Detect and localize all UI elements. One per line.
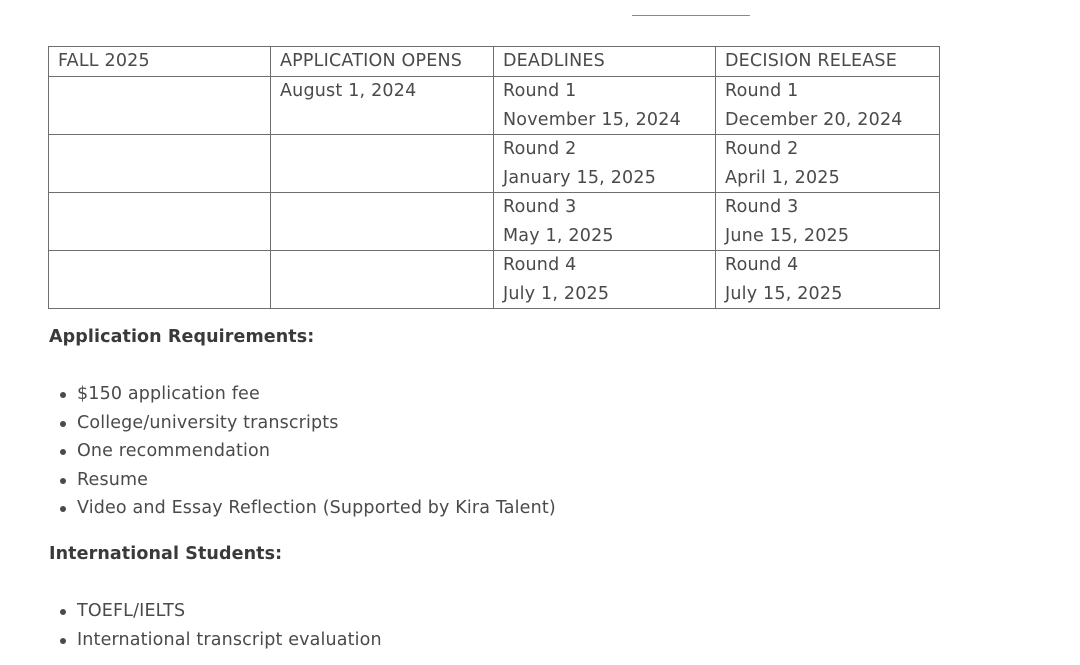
decision-date: December 20, 2024 (725, 109, 903, 130)
deadline-round: Round 3 (503, 197, 577, 217)
bullet-icon (60, 638, 66, 644)
deadline-date: November 15, 2024 (503, 109, 681, 130)
decision-cell (716, 251, 940, 309)
deadline-round: Round 1 (503, 81, 577, 101)
international-heading: International Students: (49, 544, 283, 564)
list-item (49, 494, 556, 523)
opens-cell (271, 77, 494, 135)
decision-date: July 15, 2025 (725, 283, 843, 304)
top-divider (632, 15, 750, 16)
decision-date: June 15, 2025 (725, 225, 850, 246)
decision-round: Round 1 (725, 81, 799, 101)
table-header-row (49, 47, 940, 77)
term-cell (49, 77, 271, 135)
deadline-cell (494, 135, 716, 193)
table-row (49, 251, 940, 309)
opens-cell (271, 251, 494, 309)
list-item-text: Resume (77, 469, 149, 490)
bullet-icon (60, 609, 66, 615)
list-item (49, 380, 556, 409)
list-item (49, 626, 382, 655)
deadline-date: July 1, 2025 (503, 283, 610, 304)
term-cell (49, 193, 271, 251)
admissions-schedule-table (48, 46, 940, 309)
list-item (49, 597, 382, 626)
deadline-round: Round 2 (503, 139, 577, 159)
opens-cell (271, 193, 494, 251)
term-cell (49, 251, 271, 309)
list-item-text: One recommendation (77, 441, 271, 461)
list-item-text: TOEFL/IELTS (77, 601, 186, 621)
header-deadlines: DEADLINES (494, 47, 716, 77)
bullet-icon (60, 449, 66, 455)
bullet-icon (60, 392, 66, 398)
deadline-cell (494, 193, 716, 251)
decision-round: Round 4 (725, 255, 799, 275)
header-decision-release: DECISION RELEASE (716, 47, 940, 77)
term-cell (49, 135, 271, 193)
table-row (49, 135, 940, 193)
deadline-date: May 1, 2025 (503, 225, 614, 246)
list-item-text: College/university transcripts (77, 412, 339, 433)
list-item (49, 437, 556, 466)
opens-date: August 1, 2024 (280, 81, 417, 101)
table-row (49, 193, 940, 251)
bullet-icon (60, 506, 66, 512)
requirements-list (49, 380, 556, 523)
decision-round: Round 3 (725, 197, 799, 217)
table-row (49, 77, 940, 135)
list-item-text: Video and Essay Reflection (Supported by Kira Talent) (77, 498, 556, 518)
deadline-cell (494, 251, 716, 309)
header-term: FALL 2025 (49, 47, 271, 77)
international-list (49, 597, 382, 654)
bullet-icon (60, 478, 66, 484)
decision-cell (716, 77, 940, 135)
decision-round: Round 2 (725, 139, 799, 159)
deadline-cell (494, 77, 716, 135)
opens-cell (271, 135, 494, 193)
header-application-opens: APPLICATION OPENS (271, 47, 494, 77)
list-item-text: $150 application fee (77, 384, 260, 404)
decision-cell (716, 193, 940, 251)
list-item (49, 466, 556, 495)
deadline-date: January 15, 2025 (503, 167, 657, 188)
decision-cell (716, 135, 940, 193)
list-item (49, 409, 556, 438)
list-item-text: International transcript evaluation (77, 629, 382, 650)
deadline-round: Round 4 (503, 255, 577, 275)
requirements-heading: Application Requirements: (49, 327, 315, 347)
bullet-icon (60, 421, 66, 427)
decision-date: April 1, 2025 (725, 167, 840, 188)
